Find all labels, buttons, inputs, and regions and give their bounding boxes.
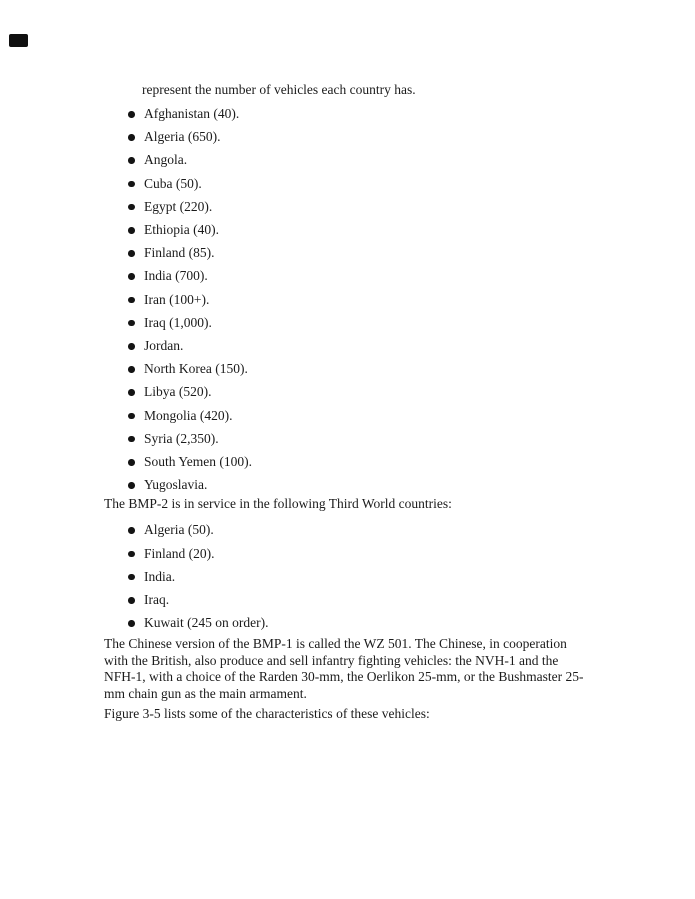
bmp2-country-list: [104, 518, 591, 634]
list-item: Finland (85).: [104, 241, 591, 264]
list-item: Libya (520).: [104, 380, 591, 403]
list-item: South Yemen (100).: [104, 450, 591, 473]
list-item: Yugoslavia.: [104, 473, 591, 496]
list-item: Afghanistan (40).: [104, 102, 591, 125]
list-item: Jordan.: [104, 334, 591, 357]
list-item: Algeria (650).: [104, 125, 591, 148]
list-item: Iran (100+).: [104, 288, 591, 311]
paragraph-line: with the British, also produce and sell infantry fighting vehicles: the NVH-1 and the: [104, 652, 559, 668]
list-item: Syria (2,350).: [104, 427, 591, 450]
list-item: North Korea (150).: [104, 357, 591, 380]
document-content: [104, 82, 591, 722]
list-item: Iraq (1,000).: [104, 311, 591, 334]
intro-continuation-line: represent the number of vehicles each country has.: [142, 82, 416, 97]
paragraph-line: The Chinese version of the BMP-1 is called the WZ 501. The Chinese, in cooperation: [104, 636, 567, 652]
scan-artifact-mark: [9, 34, 28, 47]
list-item: Finland (20).: [104, 542, 591, 565]
bmp2-intro-line: The BMP-2 is in service in the following Third World countries:: [104, 496, 452, 512]
bmp1-country-list: [104, 102, 591, 496]
paragraph-line: NFH-1, with a choice of the Rarden 30-mm, the Oerlikon 25-mm, or the Bushmaster 25-: [104, 669, 584, 685]
list-item: Egypt (220).: [104, 195, 591, 218]
chinese-version-paragraph: [104, 636, 591, 702]
list-item: Algeria (50).: [104, 518, 591, 541]
list-item: India.: [104, 565, 591, 588]
list-item: Iraq.: [104, 588, 591, 611]
figure-reference-line: Figure 3-5 lists some of the characteristics of these vehicles:: [104, 705, 430, 721]
list-item: Ethiopia (40).: [104, 218, 591, 241]
list-item: Mongolia (420).: [104, 404, 591, 427]
paragraph-line: mm chain gun as the main armament.: [104, 685, 307, 701]
list-item: Cuba (50).: [104, 172, 591, 195]
list-item: Kuwait (245 on order).: [104, 611, 591, 634]
list-item: India (700).: [104, 264, 591, 287]
list-item: Angola.: [104, 148, 591, 171]
